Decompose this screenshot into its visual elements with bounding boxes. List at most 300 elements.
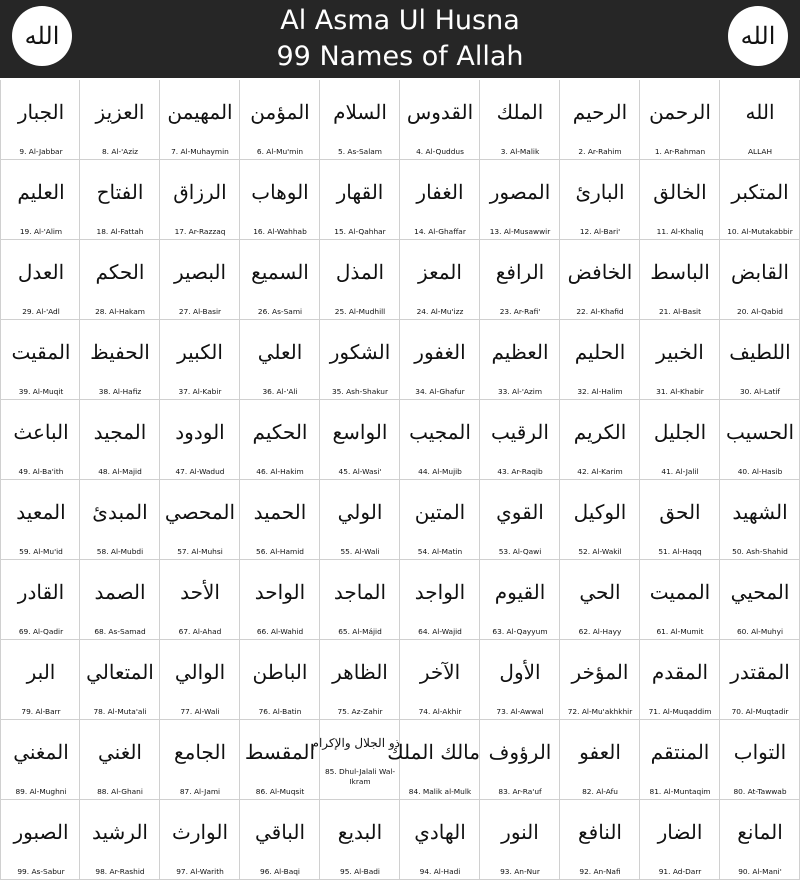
- name-caption: 30. Al-Latif: [739, 387, 781, 396]
- arabic-calligraphy: المذل: [335, 260, 385, 284]
- name-cell: [160, 800, 240, 880]
- name-caption: 57. Al-Muhsi: [177, 547, 223, 556]
- name-cell: [560, 640, 640, 720]
- name-caption: 87. Al-Jami: [179, 787, 221, 796]
- arabic-calligraphy: المعز: [418, 260, 462, 284]
- arabic-calligraphy: الباسط: [650, 260, 710, 284]
- arabic-calligraphy: النور: [501, 820, 539, 844]
- page-subtitle: 99 Names of Allah: [276, 41, 524, 72]
- arabic-calligraphy: المتعالي: [86, 660, 154, 684]
- arabic-calligraphy: الخافض: [567, 260, 633, 284]
- arabic-calligraphy: الغفار: [416, 180, 464, 204]
- name-cell: [720, 80, 800, 160]
- arabic-calligraphy: الخالق: [653, 180, 707, 204]
- name-caption: 54. Al-Matin: [417, 547, 463, 556]
- arabic-calligraphy: مالك الملك: [387, 740, 480, 764]
- arabic-calligraphy: الحميد: [253, 500, 307, 524]
- name-cell: [640, 560, 720, 640]
- name-caption: 44. Al-Mujib: [418, 467, 462, 476]
- arabic-calligraphy: السميع: [251, 260, 309, 284]
- arabic-calligraphy: الخبير: [656, 340, 704, 364]
- name-cell: [80, 640, 160, 720]
- name-caption: 78. Al-Muta'ali: [93, 707, 147, 716]
- name-cell: [400, 400, 480, 480]
- name-caption: 79. Al-Barr: [21, 707, 61, 716]
- name-cell: [400, 480, 480, 560]
- name-cell: [320, 800, 400, 880]
- name-caption: 96. Al-Baqi: [260, 867, 300, 876]
- arabic-calligraphy: المقسط: [244, 740, 316, 764]
- arabic-calligraphy: الحق: [659, 500, 701, 524]
- name-caption: 39. Al-Muqit: [18, 387, 64, 396]
- arabic-calligraphy: القابض: [731, 260, 789, 284]
- arabic-calligraphy: العدل: [17, 260, 65, 284]
- name-caption: 62. Al-Hayy: [578, 627, 622, 636]
- name-cell: [0, 800, 80, 880]
- name-caption: 23. Ar-Rafi': [499, 307, 541, 316]
- name-caption: 35. Ash-Shakur: [331, 387, 389, 396]
- name-caption: ALLAH: [747, 147, 773, 156]
- name-caption: 81. Al-Muntaqim: [649, 787, 711, 796]
- name-caption: 68. As-Samad: [94, 627, 146, 636]
- name-cell: [320, 320, 400, 400]
- name-caption: 4. Al-Quddus: [416, 147, 464, 156]
- name-cell: [240, 800, 320, 880]
- name-caption: 98. Ar-Rashid: [95, 867, 145, 876]
- name-caption: 97. Al-Warith: [176, 867, 224, 876]
- name-caption: 59. Al-Mu'id: [19, 547, 63, 556]
- arabic-calligraphy: الرشيد: [92, 820, 148, 844]
- arabic-calligraphy: الودود: [175, 420, 225, 444]
- name-cell: [720, 480, 800, 560]
- name-cell: [560, 160, 640, 240]
- arabic-calligraphy: الظاهر: [332, 660, 388, 684]
- page-title: Al Asma Ul Husna: [280, 5, 520, 36]
- name-caption: 40. Al-Hasib: [737, 467, 783, 476]
- name-caption: 8. Al-'Aziz: [101, 147, 139, 156]
- name-cell: [160, 80, 240, 160]
- name-caption: 27. Al-Basir: [178, 307, 222, 316]
- name-cell: [400, 640, 480, 720]
- arabic-calligraphy: الرؤوف: [488, 740, 552, 764]
- name-cell: [720, 720, 800, 800]
- arabic-calligraphy: البر: [26, 660, 56, 684]
- name-caption: 85. Dhul-Jalali Wal-Ikram: [324, 767, 396, 786]
- arabic-calligraphy: السلام: [333, 100, 387, 124]
- arabic-calligraphy: الحكم: [95, 260, 145, 284]
- name-caption: 18. Al-Fattah: [96, 227, 144, 236]
- arabic-calligraphy: المتكبر: [731, 180, 789, 204]
- name-cell: [80, 160, 160, 240]
- arabic-calligraphy: المميت: [649, 580, 711, 604]
- arabic-calligraphy: المعيد: [16, 500, 66, 524]
- name-caption: 72. Al-Mu'akhkhir: [567, 707, 633, 716]
- arabic-calligraphy: المنتقم: [650, 740, 710, 764]
- name-caption: 22. Al-Khafid: [576, 307, 624, 316]
- name-caption: 76. Al-Batin: [258, 707, 302, 716]
- name-cell: [0, 400, 80, 480]
- name-caption: 70. Al-Muqtadir: [731, 707, 789, 716]
- name-cell: [80, 320, 160, 400]
- name-cell: [80, 400, 160, 480]
- name-cell: [320, 400, 400, 480]
- arabic-calligraphy: المانع: [737, 820, 783, 844]
- arabic-calligraphy: الجبار: [17, 100, 65, 124]
- name-caption: 34. Al-Ghafur: [415, 387, 465, 396]
- name-caption: 26. As-Sami: [257, 307, 303, 316]
- name-caption: 5. As-Salam: [338, 147, 382, 156]
- allah-medallion-right: الله: [728, 6, 788, 66]
- name-caption: 60. Al-Muhyi: [736, 627, 784, 636]
- name-caption: 28. Al-Hakam: [95, 307, 145, 316]
- name-cell: [480, 800, 560, 880]
- name-caption: 90. Al-Mani': [738, 867, 782, 876]
- arabic-calligraphy: البديع: [337, 820, 383, 844]
- name-cell: [160, 320, 240, 400]
- name-caption: 48. Al-Majid: [98, 467, 142, 476]
- arabic-calligraphy: الرحيم: [572, 100, 628, 124]
- name-caption: 2. Ar-Rahim: [578, 147, 622, 156]
- name-cell: [560, 80, 640, 160]
- arabic-calligraphy: البصير: [173, 260, 227, 284]
- name-caption: 88. Al-Ghani: [97, 787, 143, 796]
- arabic-calligraphy: المهيمن: [167, 100, 233, 124]
- name-caption: 51. Al-Haqq: [658, 547, 702, 556]
- name-cell: [320, 160, 400, 240]
- arabic-calligraphy: الكبير: [177, 340, 223, 364]
- name-cell: [560, 560, 640, 640]
- arabic-calligraphy: المصور: [489, 180, 551, 204]
- name-cell: [80, 80, 160, 160]
- name-cell: [560, 720, 640, 800]
- name-cell: [400, 800, 480, 880]
- name-caption: 83. Ar-Ra'uf: [498, 787, 542, 796]
- name-cell: [640, 480, 720, 560]
- name-caption: 49. Al-Ba'ith: [18, 467, 64, 476]
- arabic-calligraphy: الجليل: [653, 420, 707, 444]
- arabic-calligraphy: المقدم: [651, 660, 709, 684]
- name-caption: 91. Ad-Darr: [658, 867, 702, 876]
- name-cell: [640, 400, 720, 480]
- name-caption: 89. Al-Mughni: [15, 787, 67, 796]
- name-caption: 47. Al-Wadud: [175, 467, 225, 476]
- name-caption: 80. At-Tawwab: [733, 787, 787, 796]
- arabic-calligraphy: ذو الجلال والإكرام: [311, 736, 400, 750]
- arabic-calligraphy: العظيم: [491, 340, 549, 364]
- name-caption: 65. Al-Májid: [338, 627, 382, 636]
- arabic-calligraphy: الواسع: [332, 420, 388, 444]
- name-cell: [320, 80, 400, 160]
- name-caption: 52. Al-Wakil: [578, 547, 622, 556]
- arabic-calligraphy: الباقي: [254, 820, 305, 844]
- arabic-calligraphy: العلي: [257, 340, 303, 364]
- arabic-calligraphy: المحصي: [164, 500, 236, 524]
- name-cell: [480, 160, 560, 240]
- name-cell: [560, 320, 640, 400]
- name-cell: [0, 560, 80, 640]
- name-caption: 64. Al-Wajid: [418, 627, 462, 636]
- name-caption: 20. Al-Qabid: [737, 307, 783, 316]
- arabic-calligraphy: الغني: [97, 740, 142, 764]
- name-cell: [240, 160, 320, 240]
- name-cell: [160, 640, 240, 720]
- name-cell: [0, 320, 80, 400]
- name-cell: [560, 240, 640, 320]
- arabic-calligraphy: القيوم: [494, 580, 546, 604]
- name-caption: 86. Al-Muqsit: [255, 787, 305, 796]
- name-caption: 50. Ash-Shahid: [732, 547, 788, 556]
- name-cell: [160, 480, 240, 560]
- name-caption: 12. Al-Bari': [579, 227, 621, 236]
- name-cell: [160, 720, 240, 800]
- name-caption: 15. Al-Qahhar: [334, 227, 386, 236]
- arabic-calligraphy: الماجد: [333, 580, 387, 604]
- arabic-calligraphy: المبدئ: [92, 500, 148, 524]
- name-caption: 37. Al-Kabir: [178, 387, 222, 396]
- names-grid: [0, 80, 800, 880]
- name-cell: [480, 400, 560, 480]
- name-caption: 93. An-Nur: [500, 867, 540, 876]
- name-caption: 77. Al-Wali: [180, 707, 220, 716]
- arabic-calligraphy: المتين: [414, 500, 466, 524]
- name-caption: 55. Al-Wali: [340, 547, 380, 556]
- arabic-calligraphy: العفو: [579, 740, 621, 764]
- name-cell: [240, 240, 320, 320]
- arabic-calligraphy: القهار: [336, 180, 384, 204]
- name-caption: 3. Al-Malik: [500, 147, 540, 156]
- name-caption: 66. Al-Wahid: [256, 627, 304, 636]
- arabic-calligraphy: العليم: [17, 180, 65, 204]
- name-caption: 24. Al-Mu'izz: [416, 307, 464, 316]
- arabic-calligraphy: الهادي: [414, 820, 466, 844]
- arabic-calligraphy: الواجد: [414, 580, 466, 604]
- name-cell: [240, 320, 320, 400]
- name-caption: 6. Al-Mu'min: [256, 147, 304, 156]
- name-caption: 92. An-Nafi: [579, 867, 621, 876]
- name-cell: [80, 480, 160, 560]
- arabic-calligraphy: الوالي: [174, 660, 226, 684]
- name-caption: 63. Al-Qayyum: [492, 627, 548, 636]
- arabic-calligraphy: الشكور: [329, 340, 391, 364]
- name-caption: 29. Al-'Adl: [22, 307, 60, 316]
- name-cell: [0, 480, 80, 560]
- name-cell: [640, 720, 720, 800]
- name-cell: [0, 160, 80, 240]
- name-cell: [240, 720, 320, 800]
- arabic-calligraphy: الصبور: [13, 820, 69, 844]
- name-cell: [480, 80, 560, 160]
- arabic-calligraphy: الحكيم: [252, 420, 308, 444]
- arabic-calligraphy: الحليم: [574, 340, 626, 364]
- name-cell: [640, 240, 720, 320]
- arabic-calligraphy: المجيد: [93, 420, 147, 444]
- name-cell: [720, 320, 800, 400]
- name-cell: [560, 400, 640, 480]
- name-cell: [480, 640, 560, 720]
- arabic-calligraphy: النافع: [578, 820, 622, 844]
- name-cell: [640, 640, 720, 720]
- name-cell: [640, 800, 720, 880]
- arabic-calligraphy: الآخر: [419, 660, 461, 684]
- arabic-calligraphy: الفتاح: [96, 180, 144, 204]
- name-cell: [160, 160, 240, 240]
- name-cell: [320, 240, 400, 320]
- arabic-calligraphy: الشهيد: [732, 500, 788, 524]
- arabic-calligraphy: المؤخر: [571, 660, 629, 684]
- name-cell: [400, 560, 480, 640]
- name-caption: 31. Al-Khabir: [656, 387, 704, 396]
- arabic-calligraphy: اللطيف: [729, 340, 791, 364]
- name-caption: 75. Az-Zahir: [337, 707, 383, 716]
- arabic-calligraphy: الولي: [337, 500, 383, 524]
- name-cell: [80, 720, 160, 800]
- name-caption: 7. Al-Muhaymin: [171, 147, 229, 156]
- name-caption: 38. Al-Hafiz: [98, 387, 142, 396]
- name-cell: [160, 240, 240, 320]
- name-cell: [480, 480, 560, 560]
- arabic-calligraphy: الصمد: [94, 580, 146, 604]
- name-cell: [0, 640, 80, 720]
- name-cell: [240, 80, 320, 160]
- name-caption: 19. Al-'Alim: [19, 227, 63, 236]
- name-caption: 69. Al-Qadir: [18, 627, 64, 636]
- name-cell: [560, 800, 640, 880]
- name-cell: [387, 720, 480, 800]
- name-cell: [480, 720, 560, 800]
- arabic-calligraphy: الرحمن: [649, 100, 711, 124]
- name-cell: [720, 160, 800, 240]
- arabic-calligraphy: المحيي: [730, 580, 790, 604]
- name-cell: [240, 480, 320, 560]
- name-cell: [320, 480, 400, 560]
- name-cell: [80, 560, 160, 640]
- name-caption: 56. Al-Hamid: [256, 547, 304, 556]
- name-caption: 9. Al-Jabbar: [19, 147, 63, 156]
- name-cell: [480, 320, 560, 400]
- name-cell: [320, 560, 400, 640]
- arabic-calligraphy: البارئ: [575, 180, 625, 204]
- name-cell: [320, 640, 400, 720]
- name-cell: [400, 240, 480, 320]
- arabic-calligraphy: الحي: [579, 580, 621, 604]
- name-caption: 71. Al-Muqaddim: [648, 707, 712, 716]
- arabic-calligraphy: العزيز: [95, 100, 145, 124]
- name-caption: 41. Al-Jalil: [661, 467, 699, 476]
- arabic-calligraphy: الرقيب: [491, 420, 549, 444]
- arabic-calligraphy: القوي: [496, 500, 544, 524]
- name-cell: [0, 720, 80, 800]
- name-cell: [720, 560, 800, 640]
- name-caption: 95. Al-Badi: [340, 867, 380, 876]
- header-banner: [0, 0, 800, 78]
- name-caption: 36. Al-'Ali: [262, 387, 298, 396]
- arabic-calligraphy: الوهاب: [251, 180, 309, 204]
- name-cell: [240, 560, 320, 640]
- arabic-calligraphy: الباعث: [13, 420, 69, 444]
- arabic-calligraphy: القدوس: [406, 100, 474, 124]
- name-cell: [640, 320, 720, 400]
- arabic-calligraphy: الحفيظ: [90, 340, 150, 364]
- name-caption: 74. Al-Akhir: [418, 707, 462, 716]
- name-caption: 73. Al-Awwal: [496, 707, 544, 716]
- name-cell: [400, 80, 480, 160]
- name-caption: 94. Al-Hadi: [419, 867, 461, 876]
- name-caption: 33. Al-'Azim: [497, 387, 543, 396]
- name-cell: [640, 80, 720, 160]
- name-caption: 45. Al-Wasi': [338, 467, 382, 476]
- name-caption: 43. Ar-Raqib: [497, 467, 543, 476]
- arabic-calligraphy: المقتدر: [730, 660, 790, 684]
- arabic-calligraphy: الوارث: [171, 820, 229, 844]
- name-cell: [240, 640, 320, 720]
- name-cell: [720, 240, 800, 320]
- allah-medallion-left: الله: [12, 6, 72, 66]
- name-cell: [240, 400, 320, 480]
- name-caption: 67. Al-Ahad: [178, 627, 222, 636]
- arabic-calligraphy: الأول: [499, 660, 541, 684]
- arabic-calligraphy: المغني: [13, 740, 69, 764]
- name-caption: 21. Al-Basit: [658, 307, 702, 316]
- arabic-calligraphy: المجيب: [409, 420, 471, 444]
- name-cell: [640, 160, 720, 240]
- name-caption: 53. Al-Qawi: [498, 547, 542, 556]
- name-cell: [720, 640, 800, 720]
- name-cell: [720, 400, 800, 480]
- name-cell: [80, 240, 160, 320]
- name-cell: [560, 480, 640, 560]
- name-caption: 42. Al-Karim: [577, 467, 623, 476]
- arabic-calligraphy: الرافع: [495, 260, 545, 284]
- name-cell: [480, 560, 560, 640]
- arabic-calligraphy: الأحد: [180, 580, 220, 604]
- name-caption: 99. As-Sabur: [17, 867, 65, 876]
- name-caption: 16. Al-Wahhab: [253, 227, 307, 236]
- arabic-calligraphy: المقيت: [11, 340, 71, 364]
- name-cell: [80, 800, 160, 880]
- arabic-calligraphy: الحسيب: [725, 420, 795, 444]
- name-cell: [400, 160, 480, 240]
- name-caption: 10. Al-Mutakabbir: [727, 227, 793, 236]
- arabic-calligraphy: الله: [745, 100, 775, 124]
- name-cell: [0, 80, 80, 160]
- arabic-calligraphy: الغفور: [414, 340, 466, 364]
- arabic-calligraphy: التواب: [733, 740, 787, 764]
- name-cell: [480, 240, 560, 320]
- name-caption: 13. Al-Musawwir: [489, 227, 551, 236]
- name-caption: 14. Al-Ghaffar: [414, 227, 466, 236]
- arabic-calligraphy: الواحد: [254, 580, 306, 604]
- name-cell: [160, 560, 240, 640]
- name-caption: 1. Ar-Rahman: [654, 147, 706, 156]
- arabic-calligraphy: المؤمن: [250, 100, 310, 124]
- name-caption: 84. Malik al-Mulk: [408, 787, 472, 796]
- name-caption: 82. Al-Afu: [582, 787, 618, 796]
- name-caption: 46. Al-Hakim: [256, 467, 304, 476]
- arabic-calligraphy: الرزاق: [173, 180, 227, 204]
- arabic-calligraphy: الضار: [657, 820, 703, 844]
- arabic-calligraphy: الوكيل: [573, 500, 627, 524]
- arabic-calligraphy: الملك: [496, 100, 544, 124]
- arabic-calligraphy: الجامع: [173, 740, 226, 764]
- name-caption: 17. Ar-Razzaq: [174, 227, 226, 236]
- name-caption: 58. Al-Mubdi: [96, 547, 144, 556]
- arabic-calligraphy: الكريم: [573, 420, 627, 444]
- name-caption: 25. Al-Mudhill: [334, 307, 386, 316]
- name-caption: 11. Al-Khaliq: [656, 227, 704, 236]
- name-caption: 61. Al-Mumit: [656, 627, 704, 636]
- arabic-calligraphy: الباطن: [252, 660, 308, 684]
- name-cell: [0, 240, 80, 320]
